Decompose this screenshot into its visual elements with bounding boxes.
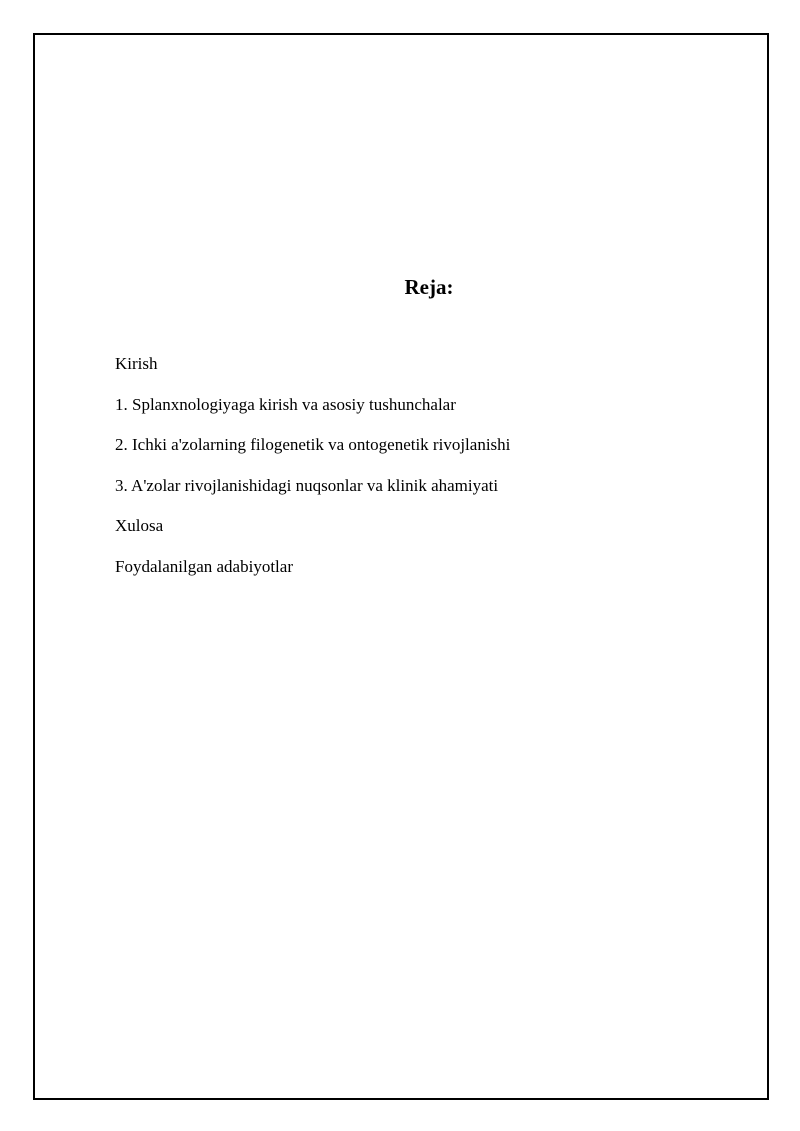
plan-item-2: 2. Ichki a'zolarning filogenetik va ontogenetik rivojlanishi — [115, 435, 511, 454]
page-title: Reja: — [404, 275, 454, 299]
plan-item-1: 1. Splanxnologiyaga kirish va asosiy tushunchalar — [115, 394, 456, 414]
plan-list — [115, 352, 510, 595]
plan-item-references: Foydalanilgan adabiyotlar — [115, 556, 293, 576]
plan-item-3: 3. A'zolar rivojlanishidagi nuqsonlar va klinik ahamiyati — [115, 475, 499, 495]
plan-item-conclusion: Xulosa — [115, 516, 164, 535]
plan-item-intro: Kirish — [115, 354, 158, 373]
